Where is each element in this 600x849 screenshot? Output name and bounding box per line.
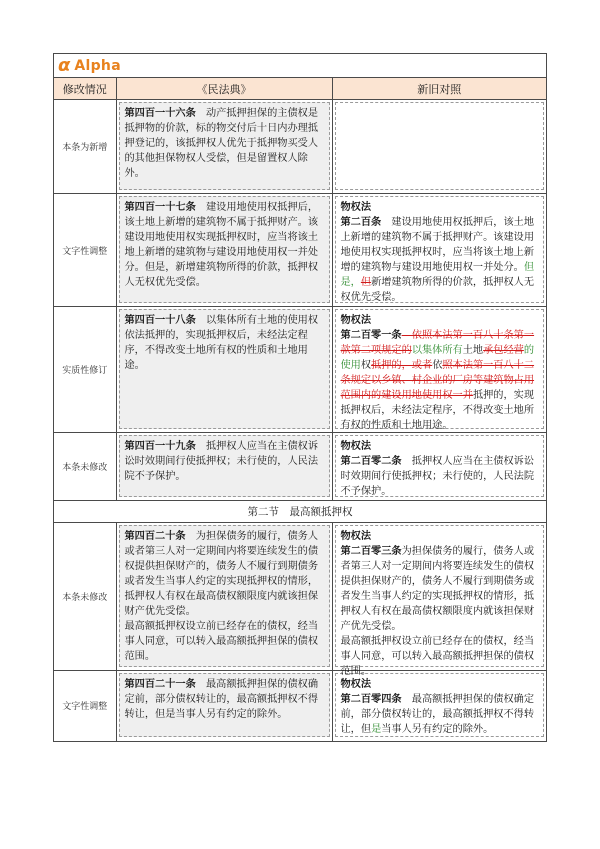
table-row: [54, 671, 546, 741]
old-article-number: 第二百条: [340, 216, 382, 228]
table-row: [54, 100, 546, 194]
article-number: 第四百一十七条: [124, 201, 196, 213]
article-text: 动产抵押担保的主债权是抵押物的价款，标的物交付后十日内办理抵押登记的，该抵押权人优先于抵押物买受人的其他担保物权人受偿，但是留置权人除外。: [124, 108, 319, 179]
article-number: 第四百一十八条: [124, 314, 196, 326]
civil-code-cell: [116, 194, 332, 307]
old-article-text: 土地: [462, 345, 484, 356]
old-law-name: 物权法: [340, 201, 372, 213]
old-article-text: 依: [432, 360, 443, 371]
deleted-text: 依照本法第一百八十条第一款第二项规定的: [340, 330, 535, 356]
deleted-text: 第一百八十二条规定以乡镇、村企业的厂房等建筑物占用范围内的建设用地使用权一并: [340, 360, 535, 401]
added-text: 的使用: [340, 345, 535, 371]
old-article-number: 第二百零一条: [340, 329, 402, 341]
table-header-row: [54, 78, 546, 100]
civil-code-cell: [116, 671, 332, 741]
old-article-number: 第二百零三条: [340, 545, 402, 557]
added-text: 但是，: [340, 262, 535, 288]
article-number: 第四百一十六条: [124, 107, 196, 119]
article-text: 为担保债务的履行，债务人或者第三人对一定期间内将要连续发生的债权提供担保财产的，债务人不履行到期债务或者发生当事人约定的实现抵押权的情形，抵押权人有权在最高债权额限度内就该担保财产优先受偿。: [124, 531, 319, 617]
deleted-text: 抵押的，或者: [371, 360, 433, 371]
old-law-cell: [332, 671, 546, 741]
old-article-text: 建设用地使用权抵押后，该土地上新增的建筑物不属于抵押财产。该建设用地使用权实现抵押权时，应当将该土地上新增的建筑物与建设用地使用权一并处分。: [340, 217, 535, 273]
deleted-text: 照本法: [442, 360, 473, 371]
added-text: 以集体所有: [411, 345, 463, 356]
brand-name: Alpha: [74, 57, 121, 74]
brand-header: [54, 54, 546, 78]
article-text: 抵押权人应当在主债权诉讼时效期间行使抵押权；未行使的，人民法院不予保护。: [124, 441, 319, 482]
document-page: [53, 53, 547, 742]
civil-code-cell: [116, 100, 332, 194]
old-article-text: 抵押的，实现抵押权后，未经法定程序，不得改变土地所有权的性质和土地用途。: [340, 390, 535, 431]
status-cell: 文字性调整: [54, 194, 116, 307]
old-law-cell: [332, 433, 546, 501]
old-law-name: 物权法: [340, 678, 372, 690]
old-article-text: 新增建筑物所得的价款，抵押权人无权优先受偿。: [340, 277, 535, 303]
article-number: 第四百二十一条: [124, 678, 196, 690]
old-law-cell: [332, 100, 546, 194]
old-article-text: 最高额抵押担保的债权确定前，部分债权转让的，最高额抵押权不得转让，但: [340, 694, 535, 735]
header-civil-code: 《民法典》: [116, 78, 332, 100]
table-row: [54, 307, 546, 433]
civil-code-cell: [116, 523, 332, 671]
deleted-text: 但: [360, 277, 372, 288]
article-number: 第四百二十条: [124, 530, 186, 542]
comparison-table: [54, 78, 546, 741]
old-article-number: 第二百零四条: [340, 693, 402, 705]
old-article-text: 当事人另有约定的除外。: [381, 724, 494, 735]
added-text: 是: [371, 724, 382, 735]
header-comparison: 新旧对照: [332, 78, 546, 100]
alpha-logo-icon: α: [58, 54, 71, 76]
old-law-cell: [332, 194, 546, 307]
old-article-text: 为担保债务的履行，债务人或者第三人对一定期间内将要连续发生的债权提供担保财产的，债务人不履行到期债务或者发生当事人约定的实现抵押权的情形，抵押权人有权在最高债权额限度内就该担保财产优先受偿。: [340, 546, 535, 632]
old-article-text: 抵押权人应当在主债权诉讼时效期间行使抵押权；未行使的，人民法院不予保护。: [340, 456, 535, 497]
old-article-number: 第二百零二条: [340, 455, 402, 467]
section-title: 第二节 最高额抵押权: [54, 501, 546, 523]
status-cell: 本条未修改: [54, 523, 116, 671]
deleted-text: 承包经营: [483, 345, 524, 356]
table-row: [54, 433, 546, 501]
article-text: 建设用地使用权抵押后，该土地上新增的建筑物不属于抵押财产。该建设用地使用权实现抵押权时，应当将该土地上新增的建筑物与建设用地使用权一并处分。但是，新增建筑物所得的价款，抵押权人无权优先受偿。: [124, 202, 319, 288]
table-row: [54, 523, 546, 671]
status-cell: 实质性修订: [54, 307, 116, 433]
civil-code-cell: [116, 433, 332, 501]
status-cell: 文字性调整: [54, 671, 116, 741]
section-row: [54, 501, 546, 523]
article-number: 第四百一十九条: [124, 440, 196, 452]
old-law-cell: [332, 307, 546, 433]
status-cell: 本条为新增: [54, 100, 116, 194]
old-law-name: 物权法: [340, 530, 372, 542]
table-row: [54, 194, 546, 307]
article-text: 以集体所有土地的使用权依法抵押的，实现抵押权后，未经法定程序，不得改变土地所有权的性质和土地用途。: [124, 315, 319, 371]
article-text: 最高额抵押权设立前已经存在的债权，经当事人同意，可以转入最高额抵押担保的债权范围。: [124, 621, 319, 662]
status-cell: 本条未修改: [54, 433, 116, 501]
civil-code-cell: [116, 307, 332, 433]
old-law-name: 物权法: [340, 440, 372, 452]
old-article-text: 权: [360, 360, 372, 371]
old-article-text: 最高额抵押权设立前已经存在的债权，经当事人同意，可以转入最高额抵押担保的债权范围。: [340, 636, 535, 677]
old-law-cell: [332, 523, 546, 677]
old-law-name: 物权法: [340, 314, 372, 326]
header-status: 修改情况: [54, 78, 116, 100]
article-text: 最高额抵押担保的债权确定前，部分债权转让的，最高额抵押权不得转让，但是当事人另有约定的除外。: [124, 679, 319, 720]
